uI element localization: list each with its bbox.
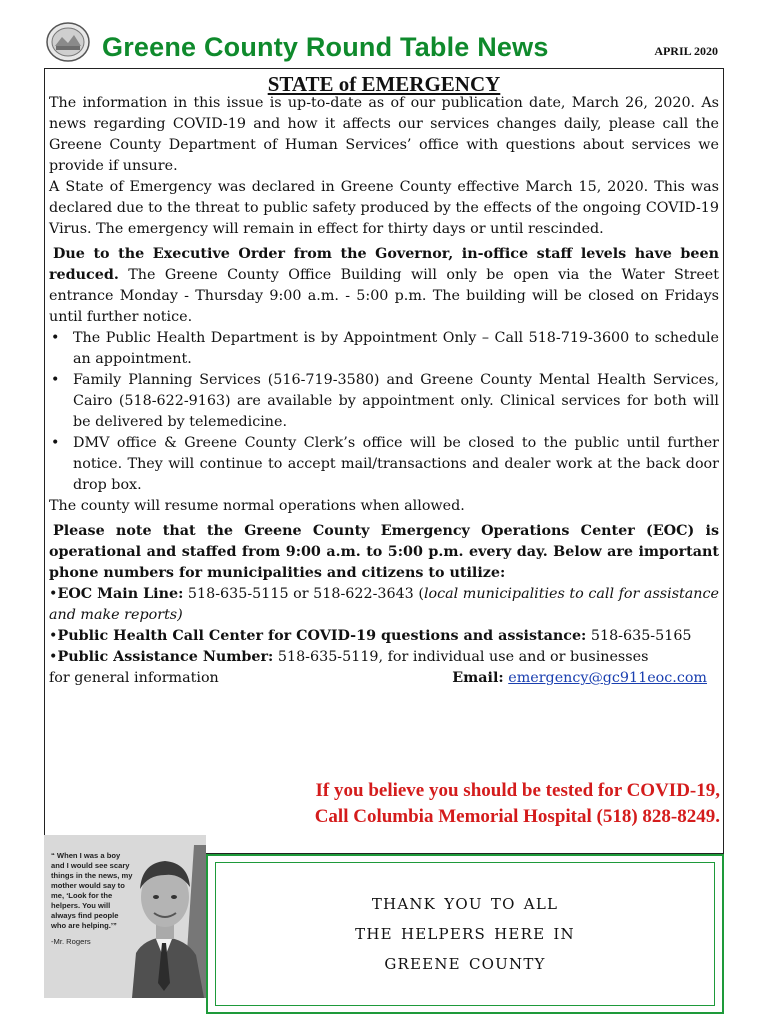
testing-callout <box>200 778 720 830</box>
thanks-line-2: the helpers here in <box>355 920 575 945</box>
eoc-label: EOC Main Line: <box>57 586 184 602</box>
quote-attribution: -Mr. Rogers <box>51 937 91 946</box>
health-line <box>49 626 719 647</box>
bullet-icon: • <box>49 649 58 665</box>
executive-order-text: The Greene County Office Building will only be open via the Water Street entrance Monday - Thursday 9:00 a.m. - 5:00 p.m. The building will be closed on Fridays until further notice. <box>49 267 719 325</box>
list-item <box>49 433 719 496</box>
executive-order-heading: Due to the Executive Order from the Governor, in-office staff levels have been reduced. <box>49 246 719 283</box>
eoc-numbers: 518-635-5115 or 518-622-3643 ( <box>183 586 424 602</box>
email-link[interactable]: emergency@gc911eoc.com <box>508 670 707 686</box>
email-row <box>49 668 719 689</box>
bullet-icon: • <box>51 330 60 346</box>
mr-rogers-photo <box>44 835 206 998</box>
service-list <box>49 328 719 496</box>
article-title: STATE of EMERGENCY <box>267 72 501 96</box>
intro-paragraph: The information in this issue is up-to-date as of our publication date, March 26, 2020. As news regarding COVID-19 and how it affects our services changes daily, please call the Greene County Department of Human Services’ office with questions about services we provide if unsure. <box>49 95 719 174</box>
bullet-icon: • <box>49 628 58 644</box>
assistance-label: Public Assistance Number: <box>57 649 274 665</box>
newsletter-header <box>44 20 724 68</box>
newsletter-title: Greene County Round Table News <box>102 32 549 62</box>
thanks-line-3: greene county <box>384 950 546 975</box>
assistance-line <box>49 647 719 668</box>
email-group <box>452 668 707 689</box>
list-item-text: DMV office & Greene County Clerk’s office will be closed to the public until further notice. They will continue to accept mail/transactions and dealer work at the back door drop box. <box>73 435 719 493</box>
bullet-icon: • <box>49 586 58 602</box>
eoc-intro: Please note that the Greene County Emergency Operations Center (EOC) is operational and staffed from 9:00 a.m. to 5:00 p.m. every day. Below are important phone numbers for municipalities and citizens to utilize: <box>49 523 719 581</box>
eoc-line <box>49 584 719 626</box>
list-item-text: The Public Health Department is by Appointment Only – Call 518-719-3600 to schedule an appointment. <box>73 330 719 367</box>
health-label: Public Health Call Center for COVID-19 questions and assistance: <box>57 628 587 644</box>
health-number: 518-635-5165 <box>586 628 692 644</box>
list-item <box>49 370 719 433</box>
issue-date: APRIL 2020 <box>654 44 718 58</box>
quote-text: “ When I was a boy and I would see scary things in the news, my mother would say to me, ‘Look for the helpers. You will always find people who are helping.’” <box>51 851 133 930</box>
bullet-icon: • <box>51 372 60 388</box>
resume-notice: The county will resume normal operations when allowed. <box>49 498 465 514</box>
assistance-text: 518-635-5119, for individual use and or businesses <box>273 649 649 665</box>
declaration-paragraph: A State of Emergency was declared in Greene County effective March 15, 2020. This was declared due to the threat to public safety produced by the effects of the ongoing COVID-19 Virus. The emergency will remain in effect for thirty days or until rescinded. <box>49 179 719 237</box>
bullet-icon: • <box>51 435 60 451</box>
list-item <box>49 328 719 370</box>
email-label: Email: <box>452 670 504 686</box>
county-seal-icon <box>46 22 90 62</box>
eoc-note: local municipalities to call for assistance and make reports) <box>49 586 719 623</box>
callout-line-1: If you believe you should be tested for COVID-19, <box>315 780 720 801</box>
executive-order-paragraph <box>49 244 719 328</box>
list-item-text: Family Planning Services (516-719-3580) and Greene County Mental Health Services, Cairo (518-622-9163) are available by appointment only. Clinical services for both will be delivered by telemedicine. <box>73 372 719 430</box>
thanks-line-1: thank you to all <box>371 890 559 915</box>
rogers-quote <box>51 851 133 947</box>
thank-you-message <box>250 888 680 978</box>
callout-line-2: Call Columbia Memorial Hospital (518) 828-8249. <box>314 806 720 827</box>
assistance-tail: for general information <box>49 670 219 686</box>
article-content <box>49 70 719 689</box>
